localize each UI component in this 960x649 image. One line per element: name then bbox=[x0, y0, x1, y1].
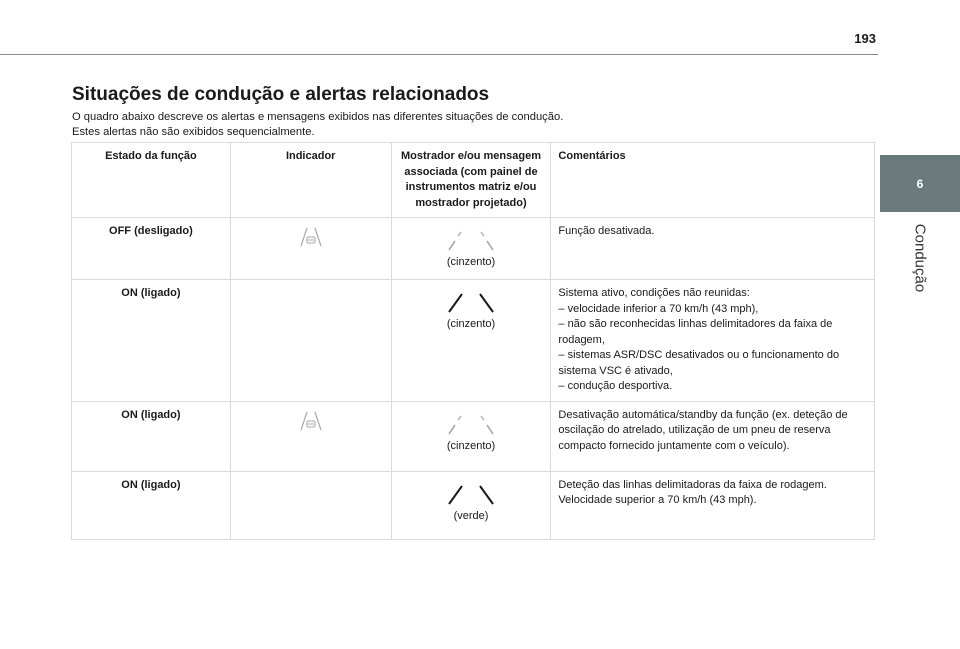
table-row bbox=[72, 218, 875, 280]
display-cell bbox=[391, 280, 551, 402]
lane-keeping-off-icon bbox=[298, 410, 324, 432]
chapter-title: Condução bbox=[911, 223, 929, 293]
comment-line: Função desativada. bbox=[558, 225, 655, 237]
indicator-cell bbox=[230, 218, 391, 280]
display-caption: (verde) bbox=[453, 509, 489, 522]
chapter-tab[interactable] bbox=[880, 155, 960, 212]
section-intro bbox=[72, 110, 563, 140]
table-row bbox=[72, 471, 875, 539]
comment-line: Deteção das linhas delimitadoras da faixa de rodagem. bbox=[558, 478, 827, 491]
display-caption: (cinzento) bbox=[446, 439, 496, 452]
display-cell bbox=[391, 218, 551, 280]
comment-line: – sistemas ASR/DSC desativados ou o funcionamento do sistema VSC é ativado, bbox=[558, 349, 840, 377]
header-comments: Comentários bbox=[551, 143, 875, 218]
comment-line: Desativação automática/standby da função (ex. deteção de oscilação do atrelado, utilização de um pneu de reserva compacto fornecido juntamente com o veículo). bbox=[558, 408, 848, 452]
state-cell: OFF (desligado) bbox=[72, 218, 231, 280]
intro-line: O quadro abaixo descreve os alertas e mensagens exibidos nas diferentes situações de condução. bbox=[72, 111, 564, 123]
header-indicator: Indicador bbox=[230, 143, 391, 218]
header-rule bbox=[0, 54, 878, 55]
table-header-row bbox=[72, 143, 875, 218]
lane-lines-dashed-icon bbox=[443, 414, 499, 436]
header-state: Estado da função bbox=[72, 143, 231, 218]
table-row bbox=[72, 401, 875, 471]
display-caption: (cinzento) bbox=[446, 318, 496, 330]
comment-line: – velocidade inferior a 70 km/h (43 mph), bbox=[558, 302, 759, 315]
indicator-cell bbox=[230, 401, 391, 471]
comments-cell bbox=[551, 218, 875, 280]
display-caption: (cinzento) bbox=[446, 256, 496, 268]
comments-cell bbox=[551, 280, 875, 402]
comments-cell bbox=[551, 401, 875, 471]
lane-lines-solid-icon bbox=[443, 484, 499, 506]
lane-lines-solid-icon bbox=[443, 292, 499, 314]
state-cell: ON (ligado) bbox=[72, 401, 231, 471]
comment-line: – condução desportiva. bbox=[558, 380, 673, 392]
state-cell: ON (ligado) bbox=[72, 280, 231, 402]
intro-line: Estes alertas não são exibidos sequencialmente. bbox=[72, 126, 315, 138]
chapter-number: 6 bbox=[916, 176, 924, 191]
header-display: Mostrador e/ou mensagem associada (com painel de instrumentos matriz e/ou mostrador projetado) bbox=[391, 143, 551, 218]
page-number: 193 bbox=[854, 31, 876, 46]
comment-line: Velocidade superior a 70 km/h (43 mph). bbox=[558, 494, 757, 506]
comments-cell bbox=[551, 471, 875, 539]
indicator-cell bbox=[230, 471, 391, 539]
lane-lines-dashed-icon bbox=[443, 230, 499, 252]
section-title: Situações de condução e alertas relacionados bbox=[72, 84, 490, 105]
comment-line: – não são reconhecidas linhas delimitadores da faixa de rodagem, bbox=[558, 318, 833, 346]
indicator-cell bbox=[230, 280, 391, 402]
display-cell bbox=[391, 401, 551, 471]
table-row bbox=[72, 280, 875, 402]
alerts-table bbox=[71, 142, 875, 540]
state-cell: ON (ligado) bbox=[72, 471, 231, 539]
display-cell bbox=[391, 471, 551, 539]
lane-keeping-off-icon bbox=[298, 226, 324, 248]
comment-line: Sistema ativo, condições não reunidas: bbox=[558, 287, 750, 299]
